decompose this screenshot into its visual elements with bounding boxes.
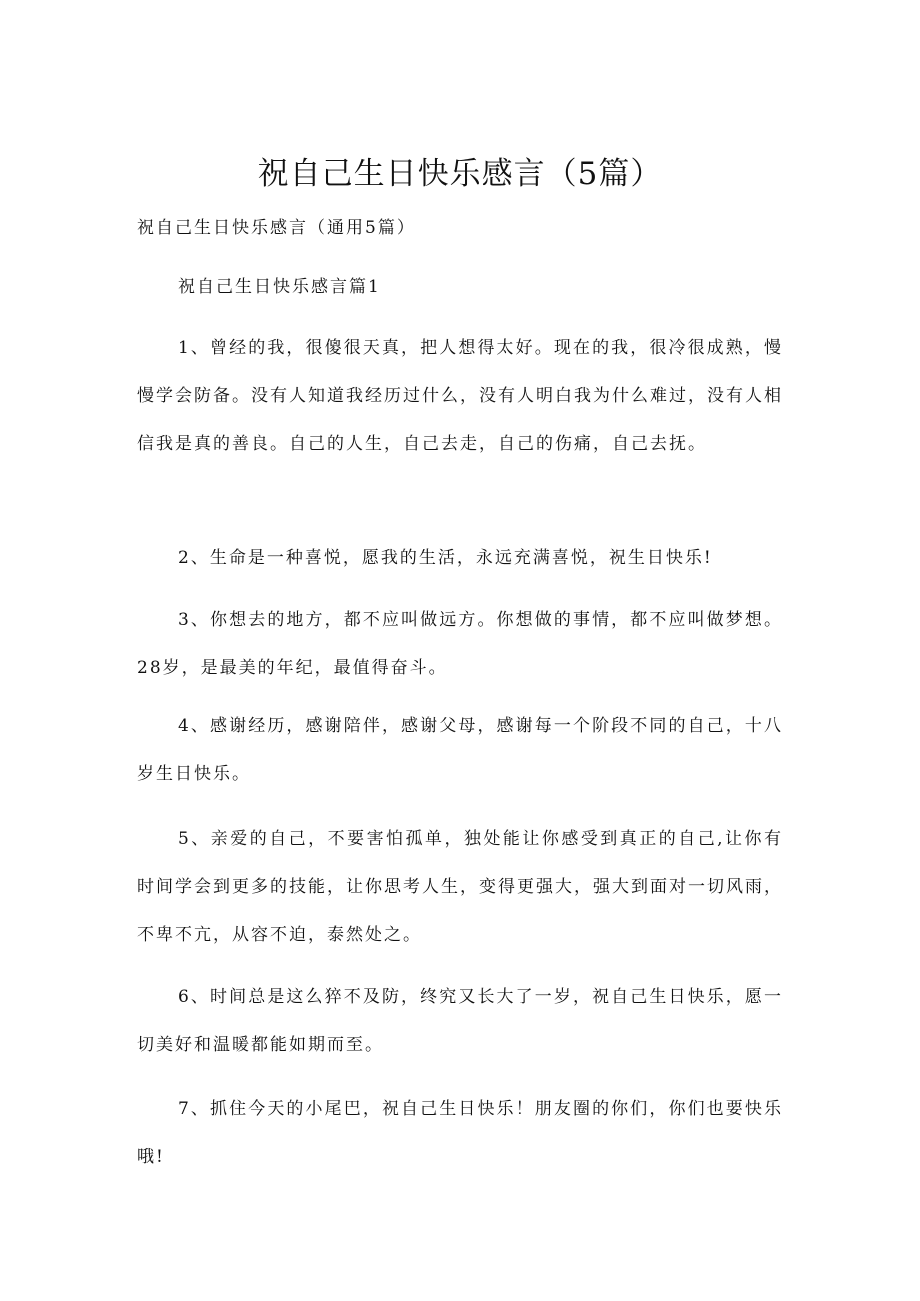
paragraph-7: 7、抓住今天的小尾巴，祝自己生日快乐！朋友圈的你们，你们也要快乐哦! <box>137 1099 783 1167</box>
paragraph-4: 4、感谢经历，感谢陪伴，感谢父母，感谢每一个阶段不同的自己，十八岁生日快乐。 <box>137 716 783 784</box>
document-title: 祝自己生日快乐感言（5篇） <box>257 156 663 192</box>
document-subtitle: 祝自己生日快乐感言（通用5篇） <box>137 218 416 238</box>
paragraph-6: 6、时间总是这么猝不及防，终究又长大了一岁，祝自己生日快乐，愿一切美好和温暖都能如期而至。 <box>137 987 783 1055</box>
paragraph-1: 1、曾经的我，很傻很天真，把人想得太好。现在的我，很冷很成熟，慢慢学会防备。没有人知道我经历过什么，没有人明白我为什么难过，没有人相信我是真的善良。自己的人生，自己去走，自己的伤痛，自己去抚。 <box>137 338 783 454</box>
section-heading: 祝自己生日快乐感言篇1 <box>178 277 381 297</box>
paragraph-3: 3、你想去的地方，都不应叫做远方。你想做的事情，都不应叫做梦想。28岁，是最美的年纪，最值得奋斗。 <box>137 610 783 678</box>
paragraph-5: 5、亲爱的自己，不要害怕孤单，独处能让你感受到真正的自己,让你有时间学会到更多的技能，让你思考人生，变得更强大，强大到面对一切风雨，不卑不亢，从容不迫，泰然处之。 <box>137 829 783 945</box>
paragraph-2: 2、生命是一种喜悦，愿我的生活，永远充满喜悦，祝生日快乐! <box>178 548 713 568</box>
